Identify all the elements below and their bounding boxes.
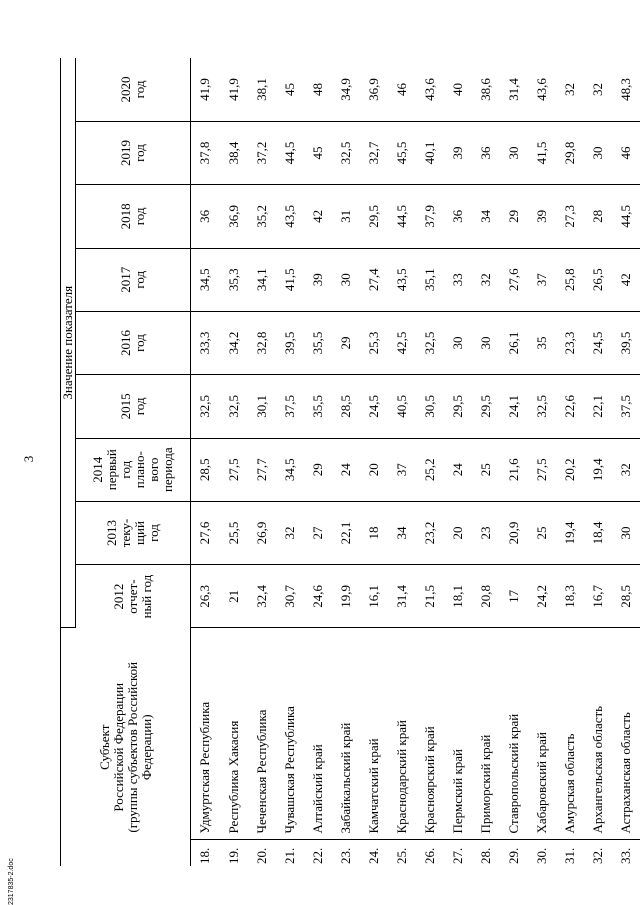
indicator-value: 37,5 bbox=[276, 375, 304, 438]
indicator-value: 46 bbox=[612, 121, 640, 184]
indicator-value: 23,2 bbox=[416, 501, 444, 564]
year-header bbox=[76, 375, 191, 438]
indicator-value: 27,4 bbox=[360, 248, 388, 311]
year-header bbox=[76, 311, 191, 374]
indicator-value: 32,5 bbox=[416, 311, 444, 374]
indicator-value: 27,3 bbox=[556, 185, 584, 248]
row-number: 26. bbox=[421, 847, 437, 864]
indicator-value: 25,2 bbox=[416, 438, 444, 501]
indicator-value: 39 bbox=[304, 248, 332, 311]
indicator-value: 43,5 bbox=[388, 248, 416, 311]
year-header-line: вого bbox=[146, 457, 161, 482]
region-name: Амурская область bbox=[556, 628, 584, 840]
table-row bbox=[220, 58, 248, 866]
indicator-value: 25 bbox=[472, 438, 500, 501]
indicator-value: 34 bbox=[472, 185, 500, 248]
indicator-value: 35 bbox=[528, 311, 556, 374]
indicator-value: 20 bbox=[444, 501, 472, 564]
indicator-value: 44,5 bbox=[276, 121, 304, 184]
indicator-value: 26,9 bbox=[248, 501, 276, 564]
indicator-value: 30 bbox=[472, 311, 500, 374]
document-code: 2317835-2.doc bbox=[8, 858, 15, 905]
indicator-value: 16,7 bbox=[584, 565, 612, 628]
indicator-value: 44,5 bbox=[612, 185, 640, 248]
indicator-value: 32 bbox=[472, 248, 500, 311]
year-header-line: год bbox=[118, 460, 133, 479]
table-row bbox=[332, 58, 360, 866]
indicator-value: 30 bbox=[612, 501, 640, 564]
indicator-value: 33 bbox=[444, 248, 472, 311]
indicator-value: 21,5 bbox=[416, 565, 444, 628]
indicator-value: 26,5 bbox=[584, 248, 612, 311]
row-number: 21. bbox=[281, 847, 297, 864]
indicator-value: 34,5 bbox=[191, 248, 220, 311]
indicator-value: 19,4 bbox=[584, 438, 612, 501]
year-header-line: год bbox=[146, 524, 161, 542]
region-name: Чеченская Республика bbox=[248, 628, 276, 840]
indicator-value: 41,9 bbox=[220, 58, 248, 121]
indicator-value: 40 bbox=[444, 58, 472, 121]
indicator-value: 28,5 bbox=[332, 375, 360, 438]
region-name: Забайкальский край bbox=[332, 628, 360, 840]
table-row bbox=[556, 58, 584, 866]
indicator-value: 24 bbox=[332, 438, 360, 501]
year-header-line: год bbox=[132, 334, 147, 352]
row-number: 20. bbox=[253, 847, 269, 864]
year-header-line: 2019 bbox=[118, 140, 133, 167]
indicator-value: 48 bbox=[304, 58, 332, 121]
indicator-value: 30,1 bbox=[248, 375, 276, 438]
indicator-value: 29 bbox=[332, 311, 360, 374]
indicator-value: 18,3 bbox=[556, 565, 584, 628]
indicator-value: 41,5 bbox=[528, 121, 556, 184]
indicator-value: 45,5 bbox=[388, 121, 416, 184]
indicator-value: 33,3 bbox=[191, 311, 220, 374]
indicator-value: 36 bbox=[472, 121, 500, 184]
table-row bbox=[528, 58, 556, 866]
table-row bbox=[444, 58, 472, 866]
year-header-line: 2014 bbox=[90, 456, 105, 483]
row-number: 32. bbox=[589, 847, 605, 864]
subject-header-line: Российской Федерации bbox=[110, 682, 126, 812]
indicator-value: 26,1 bbox=[500, 311, 528, 374]
indicator-value: 37 bbox=[388, 438, 416, 501]
indicator-value: 41,5 bbox=[276, 248, 304, 311]
year-header-line: год bbox=[132, 270, 147, 289]
indicator-value: 31,4 bbox=[500, 58, 528, 121]
table-row bbox=[388, 58, 416, 866]
indicator-value: 31,4 bbox=[388, 565, 416, 628]
indicator-value: 22,1 bbox=[584, 375, 612, 438]
indicator-value: 29,5 bbox=[472, 375, 500, 438]
indicator-value: 32,5 bbox=[332, 121, 360, 184]
indicator-value: 36,9 bbox=[360, 58, 388, 121]
indicator-value: 22,6 bbox=[556, 375, 584, 438]
subject-header-line: Субъект bbox=[96, 724, 112, 770]
indicator-value: 29,5 bbox=[360, 185, 388, 248]
indicator-value: 30,5 bbox=[416, 375, 444, 438]
indicator-value: 32 bbox=[276, 501, 304, 564]
year-header-line: первый bbox=[104, 449, 119, 491]
indicator-value: 31 bbox=[332, 185, 360, 248]
indicator-value: 25,5 bbox=[220, 501, 248, 564]
indicator-value: 21 bbox=[220, 565, 248, 628]
table-row bbox=[360, 58, 388, 866]
indicator-value: 30 bbox=[444, 311, 472, 374]
indicator-value: 25 bbox=[528, 501, 556, 564]
indicator-value: 28 bbox=[584, 185, 612, 248]
region-name: Камчатский край bbox=[360, 628, 388, 840]
indicator-value: 27 bbox=[304, 501, 332, 564]
indicator-value: 22,1 bbox=[332, 501, 360, 564]
table-row bbox=[191, 58, 220, 866]
row-number: 29. bbox=[505, 847, 521, 864]
indicator-value: 29 bbox=[304, 438, 332, 501]
indicator-value: 39,5 bbox=[612, 311, 640, 374]
indicator-value: 30 bbox=[500, 121, 528, 184]
indicator-value: 28,5 bbox=[191, 438, 220, 501]
table-row bbox=[584, 58, 612, 866]
indicator-value: 40,1 bbox=[416, 121, 444, 184]
year-header-line: теку- bbox=[118, 518, 133, 548]
region-name: Республика Хакасия bbox=[220, 628, 248, 840]
indicator-value: 17 bbox=[500, 565, 528, 628]
subject-header-line: (группы субъектов Российской bbox=[124, 661, 140, 833]
indicator-value: 35,3 bbox=[220, 248, 248, 311]
indicator-value: 42,5 bbox=[388, 311, 416, 374]
row-number: 19. bbox=[225, 847, 241, 864]
row-number: 23. bbox=[337, 847, 353, 864]
indicator-value: 35,2 bbox=[248, 185, 276, 248]
indicator-value: 29,5 bbox=[444, 375, 472, 438]
row-number: 24. bbox=[365, 847, 381, 864]
indicator-value: 27,6 bbox=[500, 248, 528, 311]
year-header-line: 2018 bbox=[118, 203, 133, 230]
indicator-value: 25,8 bbox=[556, 248, 584, 311]
indicator-value: 30 bbox=[332, 248, 360, 311]
indicator-value: 28,5 bbox=[612, 565, 640, 628]
indicator-value: 46 bbox=[388, 58, 416, 121]
indicator-value: 24,6 bbox=[304, 565, 332, 628]
indicator-value: 30,7 bbox=[276, 565, 304, 628]
indicator-value: 36 bbox=[444, 185, 472, 248]
indicator-value: 18,4 bbox=[584, 501, 612, 564]
region-name: Чувашская Республика bbox=[276, 628, 304, 840]
page-number: 3 bbox=[21, 455, 36, 463]
row-number: 33. bbox=[617, 847, 633, 864]
indicator-group-header: Значение показателя bbox=[61, 58, 76, 628]
indicator-value: 42 bbox=[612, 248, 640, 311]
indicator-table bbox=[60, 58, 640, 866]
year-header-line: щий bbox=[132, 521, 147, 545]
indicator-value: 37 bbox=[528, 248, 556, 311]
indicator-value: 32,5 bbox=[220, 375, 248, 438]
indicator-value: 32 bbox=[556, 58, 584, 121]
indicator-value: 37,2 bbox=[248, 121, 276, 184]
indicator-value: 44,5 bbox=[388, 185, 416, 248]
indicator-value: 37,9 bbox=[416, 185, 444, 248]
indicator-value: 48,3 bbox=[612, 58, 640, 121]
table-row bbox=[276, 58, 304, 866]
indicator-value: 30 bbox=[584, 121, 612, 184]
year-header-line: отчет- bbox=[125, 579, 140, 614]
table-container bbox=[60, 58, 640, 866]
indicator-value: 45 bbox=[304, 121, 332, 184]
indicator-value: 27,5 bbox=[220, 438, 248, 501]
year-header-line: 2015 bbox=[118, 393, 133, 420]
indicator-value: 40,5 bbox=[388, 375, 416, 438]
indicator-value: 24 bbox=[444, 438, 472, 501]
indicator-value: 34,5 bbox=[276, 438, 304, 501]
region-name: Ставропольский край bbox=[500, 628, 528, 840]
indicator-value: 23 bbox=[472, 501, 500, 564]
indicator-value: 32,5 bbox=[191, 375, 220, 438]
year-header-line: 2020 bbox=[118, 76, 133, 103]
indicator-value: 20,9 bbox=[500, 501, 528, 564]
indicator-value: 41,9 bbox=[191, 58, 220, 121]
year-header-line: год bbox=[132, 144, 147, 162]
indicator-value: 37,8 bbox=[191, 121, 220, 184]
region-name: Астраханская область bbox=[612, 628, 640, 840]
region-name: Красноярский край bbox=[416, 628, 444, 840]
indicator-value: 34,1 bbox=[248, 248, 276, 311]
indicator-value: 32,5 bbox=[528, 375, 556, 438]
year-header bbox=[76, 501, 191, 564]
indicator-value: 16,1 bbox=[360, 565, 388, 628]
indicator-value: 19,4 bbox=[556, 501, 584, 564]
indicator-value: 27,5 bbox=[528, 438, 556, 501]
year-header bbox=[76, 565, 191, 628]
indicator-value: 43,6 bbox=[416, 58, 444, 121]
indicator-value: 24,1 bbox=[500, 375, 528, 438]
table-row bbox=[500, 58, 528, 866]
indicator-value: 24,2 bbox=[528, 565, 556, 628]
table-row bbox=[248, 58, 276, 866]
indicator-value: 35,5 bbox=[304, 311, 332, 374]
row-number: 22. bbox=[309, 847, 325, 864]
region-name: Пермский край bbox=[444, 628, 472, 840]
year-header bbox=[76, 121, 191, 184]
indicator-value: 21,6 bbox=[500, 438, 528, 501]
table-row bbox=[472, 58, 500, 866]
indicator-value: 36 bbox=[191, 185, 220, 248]
indicator-value: 38,1 bbox=[248, 58, 276, 121]
indicator-value: 34,2 bbox=[220, 311, 248, 374]
indicator-value: 32,4 bbox=[248, 565, 276, 628]
indicator-value: 43,5 bbox=[276, 185, 304, 248]
region-name: Удмуртская Республика bbox=[191, 628, 220, 840]
indicator-value: 26,3 bbox=[191, 565, 220, 628]
region-name: Приморский край bbox=[472, 628, 500, 840]
indicator-value: 39 bbox=[528, 185, 556, 248]
indicator-value: 34,9 bbox=[332, 58, 360, 121]
indicator-value: 34 bbox=[388, 501, 416, 564]
indicator-value: 32 bbox=[584, 58, 612, 121]
table-row bbox=[612, 58, 640, 866]
indicator-value: 27,6 bbox=[191, 501, 220, 564]
year-header bbox=[76, 185, 191, 248]
region-name: Хабаровский край bbox=[528, 628, 556, 840]
indicator-value: 20,8 bbox=[472, 565, 500, 628]
row-number: 28. bbox=[477, 847, 493, 864]
row-number: 18. bbox=[197, 847, 213, 864]
row-number: 25. bbox=[393, 847, 409, 864]
indicator-value: 38,4 bbox=[220, 121, 248, 184]
year-header bbox=[76, 438, 191, 501]
region-name: Алтайский край bbox=[304, 628, 332, 840]
year-header bbox=[76, 248, 191, 311]
indicator-value: 35,5 bbox=[304, 375, 332, 438]
indicator-value: 42 bbox=[304, 185, 332, 248]
indicator-value: 37,5 bbox=[612, 375, 640, 438]
year-header-line: 2013 bbox=[104, 520, 119, 547]
year-header-line: 2016 bbox=[118, 330, 133, 357]
year-header bbox=[76, 58, 191, 121]
indicator-value: 43,6 bbox=[528, 58, 556, 121]
indicator-value: 23,3 bbox=[556, 311, 584, 374]
year-header-line: 2017 bbox=[118, 266, 133, 293]
indicator-value: 29 bbox=[500, 185, 528, 248]
subject-header bbox=[61, 628, 191, 866]
indicator-value: 20,2 bbox=[556, 438, 584, 501]
indicator-value: 19,9 bbox=[332, 565, 360, 628]
indicator-value: 32 bbox=[612, 438, 640, 501]
indicator-value: 39 bbox=[444, 121, 472, 184]
row-number: 31. bbox=[561, 847, 577, 864]
table-row bbox=[416, 58, 444, 866]
table-row bbox=[304, 58, 332, 866]
row-number: 30. bbox=[533, 847, 549, 864]
year-header-line: периода bbox=[160, 447, 175, 493]
indicator-value: 20 bbox=[360, 438, 388, 501]
indicator-value: 32,7 bbox=[360, 121, 388, 184]
indicator-value: 24,5 bbox=[360, 375, 388, 438]
indicator-value: 24,5 bbox=[584, 311, 612, 374]
region-name: Краснодарский край bbox=[388, 628, 416, 840]
indicator-value: 29,8 bbox=[556, 121, 584, 184]
indicator-value: 45 bbox=[276, 58, 304, 121]
year-header-line: 2012 bbox=[111, 583, 126, 610]
indicator-value: 39,5 bbox=[276, 311, 304, 374]
indicator-value: 35,1 bbox=[416, 248, 444, 311]
subject-header-line: Федерации) bbox=[138, 714, 154, 781]
year-header-line: плано- bbox=[132, 451, 147, 489]
indicator-value: 38,6 bbox=[472, 58, 500, 121]
indicator-value: 32,8 bbox=[248, 311, 276, 374]
year-header-line: год bbox=[132, 207, 147, 226]
indicator-value: 18,1 bbox=[444, 565, 472, 628]
year-header-line: ный год bbox=[139, 574, 154, 619]
year-header-line: год bbox=[132, 80, 147, 99]
row-number: 27. bbox=[449, 847, 465, 864]
year-header-line: год bbox=[132, 397, 147, 416]
indicator-value: 27,7 bbox=[248, 438, 276, 501]
indicator-value: 18 bbox=[360, 501, 388, 564]
region-name: Архангельская область bbox=[584, 628, 612, 840]
indicator-value: 36,9 bbox=[220, 185, 248, 248]
indicator-value: 25,3 bbox=[360, 311, 388, 374]
